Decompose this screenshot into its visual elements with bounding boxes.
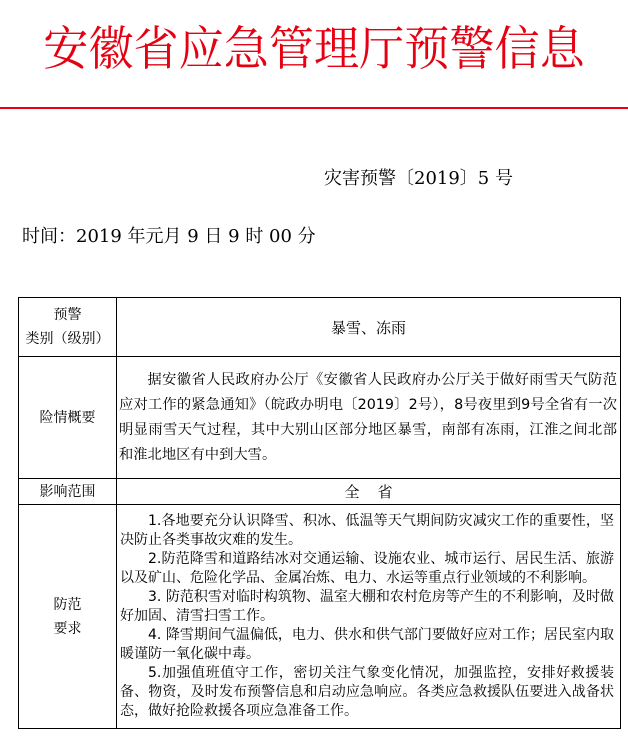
requirement-text: 5.加强值班值守工作，密切关注气象变化情况，加强监控，安排好救援装备、物资，及时发布预警信息和启动应急响应。各类应急救援队伍要进入战备状态，做好抢险救援各项应急准备工作。	[120, 665, 614, 719]
document-number: 灾害预警〔2019〕5 号	[324, 168, 513, 189]
overview-text-block	[117, 368, 620, 468]
scope-value: 全省	[117, 479, 621, 505]
warning-type-label	[19, 298, 117, 357]
requirement-text: 3. 防范积雪对临时构筑物、温室大棚和农村危房等产生的不利影响，及时做好加固、清雪扫雪工作。	[120, 589, 614, 624]
requirement-text: 2.防范降雪和道路结冰对交通运输、设施农业、城市运行、居民生活、旅游以及矿山、危险化学品、金属冶炼、电力、水运等重点行业领域的不利影响。	[120, 551, 614, 586]
requirement-text: 4. 降雪期间气温偏低，电力、供水和供气部门要做好应对工作；居民室内取暖谨防一氧化碳中毒。	[120, 627, 614, 662]
requirement-item	[120, 588, 614, 626]
row-overview	[19, 357, 621, 479]
warning-table	[18, 297, 621, 729]
warning-type-label-line2: 类别（级别）	[25, 331, 110, 347]
row-warning-type	[19, 298, 621, 357]
requirement-text: 1.各地要充分认识降雪、积冰、低温等天气期间防灾减灾工作的重要性，坚决防止各类事故灾难的发生。	[120, 513, 614, 548]
requirement-item	[120, 664, 614, 721]
overview-label: 险情概要	[19, 357, 117, 479]
requirement-item	[120, 626, 614, 664]
row-requirements	[19, 505, 621, 729]
warning-type-label-line1: 预警	[53, 307, 82, 323]
requirements-list	[117, 508, 620, 725]
header-title: 安徽省应急管理厅预警信息	[43, 22, 585, 77]
requirements-label-line1: 防范	[53, 596, 82, 613]
header-divider	[0, 107, 628, 109]
requirements-cell	[117, 505, 621, 729]
requirements-label	[19, 505, 117, 729]
overview-text: 据安徽省人民政府办公厅《安徽省人民政府办公厅关于做好雨雪天气防范应对工作的紧急通知》（皖政办明电〔2019〕2号），8号夜里到9号全省有一次明显雨雪天气过程，其中大别山区部分地区暴雪，南部有冻雨，江淮之间北部和淮北地区有中到大雪。	[119, 371, 617, 463]
issue-time: 时间：2019 年元月 9 日 9 时 00 分	[22, 226, 316, 247]
requirement-item	[120, 512, 614, 550]
requirement-item	[120, 550, 614, 588]
warning-type-value: 暴雪、冻雨	[117, 298, 621, 357]
requirements-label-line2: 要求	[53, 620, 82, 637]
row-scope	[19, 479, 621, 505]
scope-label: 影响范围	[19, 479, 117, 505]
overview-cell	[117, 357, 621, 479]
